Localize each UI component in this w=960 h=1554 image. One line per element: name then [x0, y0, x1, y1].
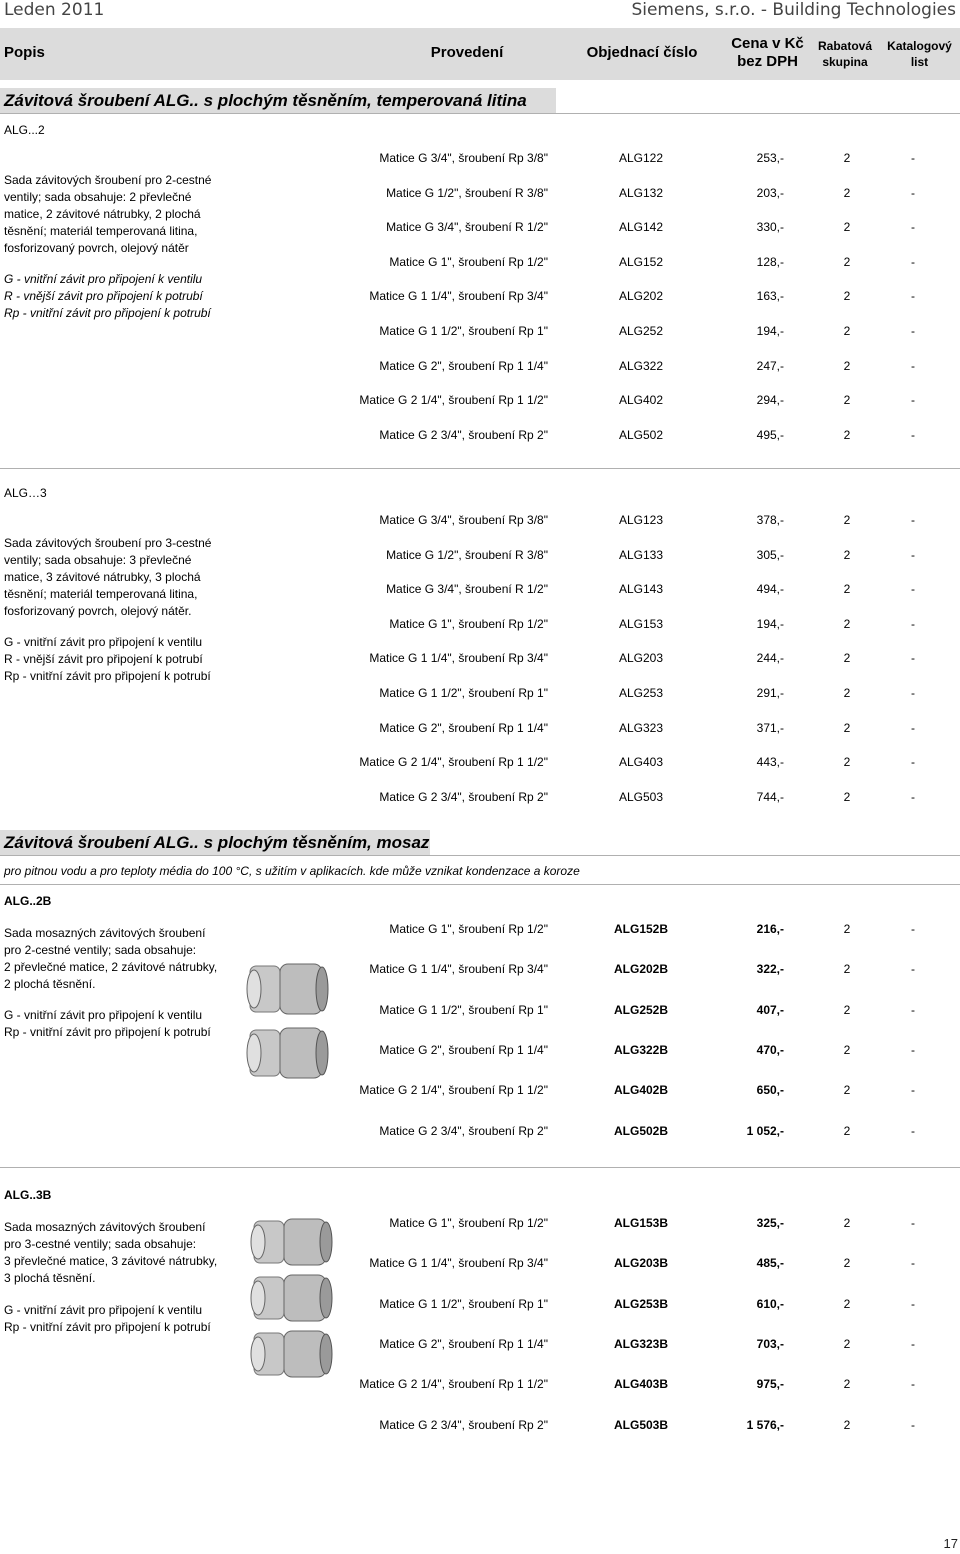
order-code-cell: ALG502B [613, 1123, 669, 1138]
order-code-cell: ALG402B [613, 1083, 669, 1098]
provedeni-cell: Matice G 2 3/4", šroubení Rp 2" [379, 789, 548, 804]
catalog-cell: - [911, 393, 915, 408]
order-code-cell: ALG402 [618, 393, 664, 408]
catalog-cell: - [911, 324, 915, 338]
discount-group-cell: 2 [843, 393, 851, 408]
order-code-cell: ALG323B [613, 1336, 669, 1351]
table-row [0, 548, 960, 566]
table-row [0, 686, 960, 704]
col-popis: Popis [4, 44, 45, 61]
catalog-cell: - [911, 720, 915, 735]
price-cell: 744,- [756, 789, 784, 804]
discount-group-cell: 2 [843, 289, 851, 304]
catalog-cell: - [911, 185, 915, 200]
price-cell: 371,- [756, 720, 784, 735]
table-row [0, 755, 960, 773]
provedeni-cell: Matice G 1 1/2", šroubení Rp 1" [379, 686, 548, 700]
discount-group-cell: 2 [843, 720, 851, 735]
order-code-cell: ALG153 [618, 616, 664, 631]
discount-group-cell: 2 [843, 962, 851, 977]
catalog-cell: - [911, 789, 915, 804]
table-row [0, 1083, 960, 1101]
table-row [0, 289, 960, 307]
order-code-cell: ALG142 [618, 220, 664, 235]
order-code-cell: ALG123 [618, 513, 664, 527]
provedeni-cell: Matice G 2", šroubení Rp 1 1/4" [379, 358, 548, 373]
order-code-cell: ALG152 [618, 254, 664, 269]
catalog-cell: - [911, 1417, 915, 1432]
catalog-cell: - [911, 1216, 915, 1230]
catalog-cell: - [911, 922, 915, 936]
discount-group-cell: 2 [843, 1216, 851, 1230]
table-row [0, 255, 960, 273]
discount-group-cell: 2 [843, 651, 851, 666]
catalog-cell: - [911, 220, 915, 235]
catalog-cell: - [911, 254, 915, 269]
catalog-cell: - [911, 686, 915, 700]
order-code-cell: ALG153B [613, 1216, 669, 1230]
table-row [0, 1297, 960, 1315]
section-note: pro pitnou vodu a pro teploty média do 100 °C, s užitím v aplikacích. kde může vznikat kondenzace a koroze [4, 864, 580, 878]
group-notes: G - vnitřní závit pro připojení k ventilu Rp - vnitřní závit pro připojení k potrubí [4, 1303, 211, 1334]
order-code-cell: ALG202 [618, 289, 664, 304]
price-cell: 495,- [756, 427, 784, 442]
catalog-cell: - [911, 582, 915, 597]
provedeni-cell: Matice G 1", šroubení Rp 1/2" [389, 922, 548, 936]
order-code-cell: ALG253 [618, 686, 664, 700]
discount-group-cell: 2 [843, 1002, 851, 1017]
group-description: Sada mosazných závitových šroubení pro 2-cestné ventily; sada obsahuje: 2 převlečné matice, 2 závitové nátrubky, 2 plochá těsnění. [4, 926, 218, 991]
price-cell: 443,- [756, 755, 784, 770]
price-cell: 650,- [756, 1083, 784, 1098]
order-code-cell: ALG322 [618, 358, 664, 373]
order-code-cell: ALG322B [613, 1042, 669, 1057]
table-row [0, 1124, 960, 1142]
table-row [0, 1337, 960, 1355]
discount-group-cell: 2 [843, 922, 851, 936]
catalog-cell: - [911, 1377, 915, 1392]
provedeni-cell: Matice G 3/4", šroubení R 1/2" [386, 220, 548, 235]
discount-group-cell: 2 [843, 220, 851, 235]
catalog-cell: - [911, 151, 915, 165]
price-cell: 330,- [756, 220, 784, 235]
catalog-cell: - [911, 427, 915, 442]
table-row [0, 1377, 960, 1395]
price-cell: 322,- [756, 962, 784, 977]
group-label: ALG..3B [4, 1188, 52, 1202]
catalog-cell: - [911, 962, 915, 977]
provedeni-cell: Matice G 2 1/4", šroubení Rp 1 1/2" [359, 393, 548, 408]
section-title: Závitová šroubení ALG.. s plochým těsněním, temperovaná litina [0, 88, 556, 113]
price-cell: 610,- [756, 1296, 784, 1311]
group-description: Sada mosazných závitových šroubení pro 3-cestné ventily; sada obsahuje: 3 převlečné matice, 3 závitové nátrubky, 3 plochá těsnění. [4, 1220, 218, 1285]
discount-group-cell: 2 [843, 1256, 851, 1271]
catalog-cell: - [911, 616, 915, 631]
group-description: Sada závitových šroubení pro 2-cestné ventily; sada obsahuje: 2 převlečné matice, 2 závitové nátrubky, 2 plochá těsnění; materiál temperovaná litina, fosforizovaný povrch, olejový nátěr [4, 173, 212, 255]
catalog-cell: - [911, 358, 915, 373]
price-cell: 325,- [756, 1216, 784, 1230]
catalog-cell: - [911, 1296, 915, 1311]
table-row [0, 651, 960, 669]
order-code-cell: ALG323 [618, 720, 664, 735]
divider [0, 113, 960, 114]
price-cell: 703,- [756, 1336, 784, 1351]
table-row [0, 1216, 960, 1234]
catalog-cell: - [911, 1256, 915, 1271]
price-cell: 1 576,- [746, 1417, 784, 1432]
discount-group-cell: 2 [843, 1336, 851, 1351]
divider [0, 884, 960, 885]
table-row [0, 1003, 960, 1021]
order-code-cell: ALG133 [618, 547, 664, 562]
table-row [0, 721, 960, 739]
header-company: Siemens, s.r.o. - Building Technologies [631, 0, 956, 20]
discount-group-cell: 2 [843, 358, 851, 373]
col-objednaci: Objednací číslo [586, 44, 698, 61]
header-date: Leden 2011 [4, 0, 105, 20]
table-row [0, 1256, 960, 1274]
divider [0, 468, 960, 469]
provedeni-cell: Matice G 3/4", šroubení Rp 3/8" [379, 513, 548, 527]
catalog-cell: - [911, 547, 915, 562]
discount-group-cell: 2 [843, 1042, 851, 1057]
price-cell: 305,- [756, 547, 784, 562]
price-cell: 407,- [756, 1002, 784, 1017]
order-code-cell: ALG503 [618, 789, 664, 804]
discount-group-cell: 2 [843, 582, 851, 597]
provedeni-cell: Matice G 2 3/4", šroubení Rp 2" [379, 1417, 548, 1432]
order-code-cell: ALG122 [618, 151, 664, 165]
provedeni-cell: Matice G 2", šroubení Rp 1 1/4" [379, 720, 548, 735]
order-code-cell: ALG403B [613, 1377, 669, 1392]
provedeni-cell: Matice G 1/2", šroubení R 3/8" [386, 185, 548, 200]
group-description: Sada závitových šroubení pro 3-cestné ventily; sada obsahuje: 3 převlečné matice, 3 závitové nátrubky, 3 plochá těsnění; materiál temperovaná litina, fosforizovaný povrch, olejový nátěr. [4, 536, 212, 618]
discount-group-cell: 2 [843, 427, 851, 442]
price-cell: 253,- [756, 151, 784, 165]
table-row [0, 428, 960, 446]
order-code-cell: ALG253B [613, 1296, 669, 1311]
discount-group-cell: 2 [843, 254, 851, 269]
discount-group-cell: 2 [843, 547, 851, 562]
discount-group-cell: 2 [843, 151, 851, 165]
price-cell: 975,- [756, 1377, 784, 1392]
group-label: ALG…3 [4, 486, 47, 500]
provedeni-cell: Matice G 2", šroubení Rp 1 1/4" [379, 1336, 548, 1351]
order-code-cell: ALG202B [613, 962, 669, 977]
table-row [0, 513, 960, 531]
group-label: ALG..2B [4, 894, 52, 908]
column-header [0, 28, 960, 80]
price-cell: 1 052,- [746, 1123, 784, 1138]
price-cell: 247,- [756, 358, 784, 373]
provedeni-cell: Matice G 1", šroubení Rp 1/2" [389, 254, 548, 269]
discount-group-cell: 2 [843, 1083, 851, 1098]
discount-group-cell: 2 [843, 789, 851, 804]
order-code-cell: ALG132 [618, 185, 664, 200]
provedeni-cell: Matice G 1", šroubení Rp 1/2" [389, 616, 548, 631]
col-katalog: Katalogový list [887, 39, 952, 69]
price-cell: 244,- [756, 651, 784, 666]
provedeni-cell: Matice G 1 1/2", šroubení Rp 1" [379, 1296, 548, 1311]
discount-group-cell: 2 [843, 1123, 851, 1138]
order-code-cell: ALG152B [613, 922, 669, 936]
group-label: ALG...2 [4, 123, 45, 137]
discount-group-cell: 2 [843, 755, 851, 770]
provedeni-cell: Matice G 1 1/4", šroubení Rp 3/4" [369, 962, 548, 977]
discount-group-cell: 2 [843, 1377, 851, 1392]
discount-group-cell: 2 [843, 185, 851, 200]
provedeni-cell: Matice G 2 1/4", šroubení Rp 1 1/2" [359, 1377, 548, 1392]
price-cell: 470,- [756, 1042, 784, 1057]
provedeni-cell: Matice G 3/4", šroubení Rp 3/8" [379, 151, 548, 165]
order-code-cell: ALG252 [618, 324, 664, 338]
order-code-cell: ALG203 [618, 651, 664, 666]
table-row [0, 393, 960, 411]
price-cell: 194,- [756, 616, 784, 631]
discount-group-cell: 2 [843, 1296, 851, 1311]
provedeni-cell: Matice G 2 3/4", šroubení Rp 2" [379, 1123, 548, 1138]
discount-group-cell: 2 [843, 324, 851, 338]
catalog-cell: - [911, 1083, 915, 1098]
col-cena: Cena v Kč bez DPH [731, 35, 804, 70]
group-notes: G - vnitřní závit pro připojení k ventilu Rp - vnitřní závit pro připojení k potrubí [4, 1008, 211, 1039]
divider [0, 855, 960, 856]
order-code-cell: ALG502 [618, 427, 664, 442]
provedeni-cell: Matice G 1 1/4", šroubení Rp 3/4" [369, 1256, 548, 1271]
order-code-cell: ALG252B [613, 1002, 669, 1017]
divider [0, 1167, 960, 1168]
price-cell: 291,- [756, 686, 784, 700]
provedeni-cell: Matice G 3/4", šroubení R 1/2" [386, 582, 548, 597]
table-row [0, 324, 960, 342]
group-notes: G - vnitřní závit pro připojení k ventilu R - vnější závit pro připojení k potrubí Rp - vnitřní závit pro připojení k potrubí [4, 272, 211, 320]
discount-group-cell: 2 [843, 513, 851, 527]
price-cell: 378,- [756, 513, 784, 527]
provedeni-cell: Matice G 1 1/2", šroubení Rp 1" [379, 324, 548, 338]
table-row [0, 186, 960, 204]
price-cell: 216,- [756, 922, 784, 936]
provedeni-cell: Matice G 1 1/4", šroubení Rp 3/4" [369, 289, 548, 304]
discount-group-cell: 2 [843, 686, 851, 700]
price-cell: 163,- [756, 289, 784, 304]
col-rabat: Rabatová skupina [817, 39, 873, 69]
catalog-cell: - [911, 513, 915, 527]
price-cell: 128,- [756, 254, 784, 269]
provedeni-cell: Matice G 2 1/4", šroubení Rp 1 1/2" [359, 1083, 548, 1098]
page-number: 17 [943, 1536, 958, 1551]
provedeni-cell: Matice G 1/2", šroubení R 3/8" [386, 547, 548, 562]
table-row [0, 790, 960, 808]
catalog-cell: - [911, 755, 915, 770]
table-row [0, 922, 960, 940]
provedeni-cell: Matice G 1 1/4", šroubení Rp 3/4" [369, 651, 548, 666]
order-code-cell: ALG403 [618, 755, 664, 770]
catalog-cell: - [911, 1042, 915, 1057]
price-cell: 203,- [756, 185, 784, 200]
provedeni-cell: Matice G 2", šroubení Rp 1 1/4" [379, 1042, 548, 1057]
table-row [0, 582, 960, 600]
price-cell: 294,- [756, 393, 784, 408]
running-header [0, 0, 960, 24]
discount-group-cell: 2 [843, 616, 851, 631]
table-row [0, 359, 960, 377]
price-cell: 485,- [756, 1256, 784, 1271]
catalog-cell: - [911, 651, 915, 666]
table-row [0, 617, 960, 635]
catalog-cell: - [911, 289, 915, 304]
order-code-cell: ALG203B [613, 1256, 669, 1271]
table-row [0, 1043, 960, 1061]
table-row [0, 220, 960, 238]
catalog-cell: - [911, 1002, 915, 1017]
discount-group-cell: 2 [843, 1417, 851, 1432]
section-title: Závitová šroubení ALG.. s plochým těsněním, mosaz [0, 830, 430, 855]
provedeni-cell: Matice G 1", šroubení Rp 1/2" [389, 1216, 548, 1230]
provedeni-cell: Matice G 2 1/4", šroubení Rp 1 1/2" [359, 755, 548, 770]
table-row [0, 151, 960, 169]
provedeni-cell: Matice G 1 1/2", šroubení Rp 1" [379, 1002, 548, 1017]
provedeni-cell: Matice G 2 3/4", šroubení Rp 2" [379, 427, 548, 442]
table-row [0, 962, 960, 980]
catalog-cell: - [911, 1123, 915, 1138]
price-cell: 194,- [756, 324, 784, 338]
table-row [0, 1418, 960, 1436]
group-notes: G - vnitřní závit pro připojení k ventilu R - vnější závit pro připojení k potrubí Rp - vnitřní závit pro připojení k potrubí [4, 635, 211, 683]
order-code-cell: ALG503B [613, 1417, 669, 1432]
col-provedeni: Provedení [430, 44, 504, 61]
order-code-cell: ALG143 [618, 582, 664, 597]
price-cell: 494,- [756, 582, 784, 597]
catalog-cell: - [911, 1336, 915, 1351]
